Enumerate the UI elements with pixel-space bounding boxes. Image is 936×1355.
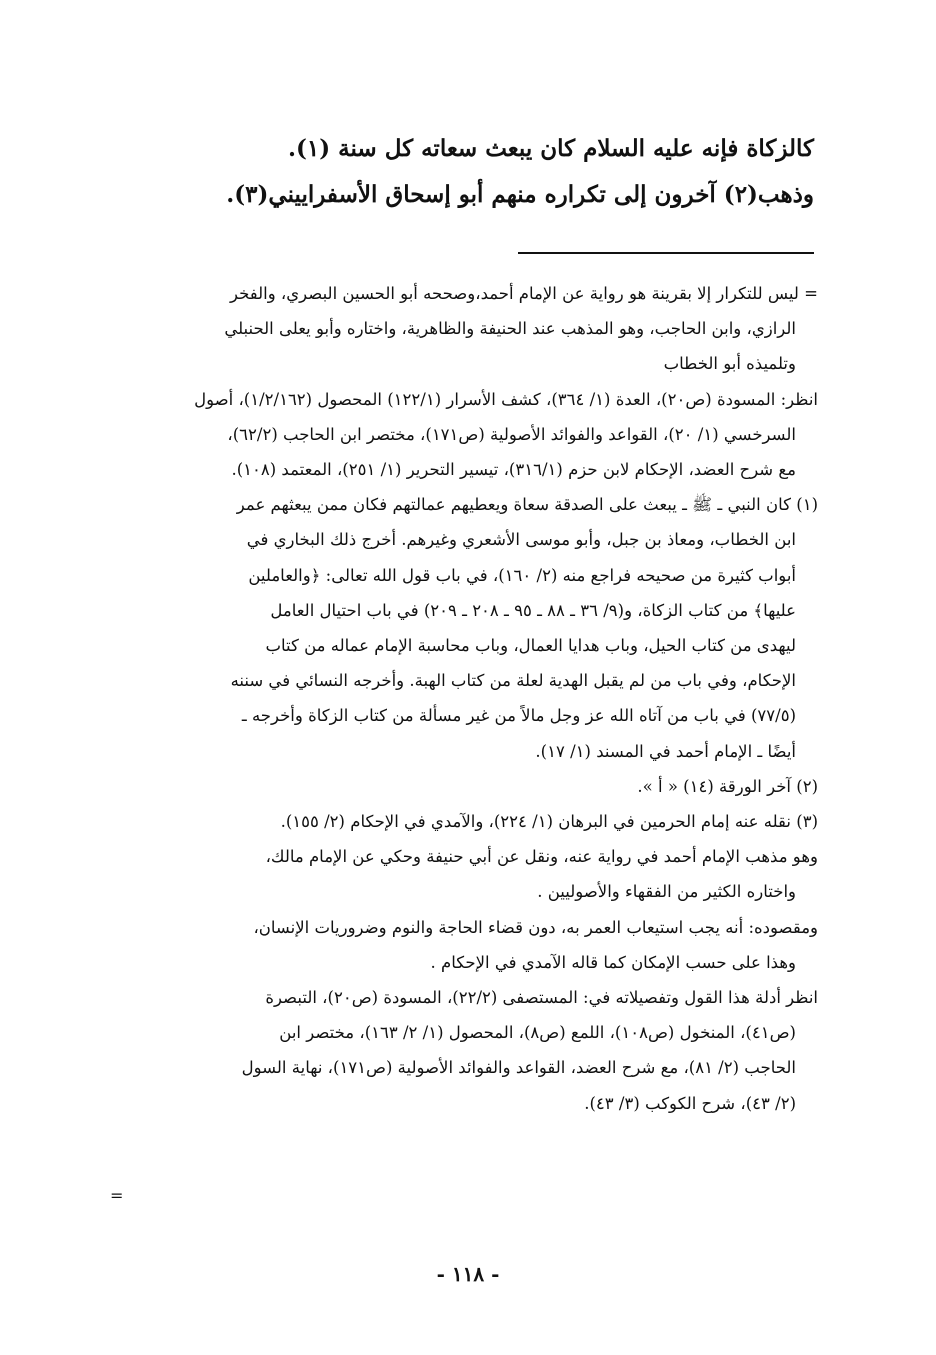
footnote-3-paragraph-a [73,839,818,909]
footnote-line: ليهدى من كتاب الحيل، وباب هدايا العمال، وباب محاسبة الإمام عماله من كتاب [265,636,796,656]
footnote-3 [73,804,818,839]
footnote-line: (١) كان النبي ـ ﷺ ـ يبعث على الصدقة سعاة ويعطيهم عمالتهم فكان ممن يبعثهم عمر [236,495,818,515]
footnote-line: (٢) آخر الورقة (١٤) « أ ». [637,776,818,796]
footnote-line: وهذا على حسب الإمكان كما قاله الآمدي في الإحكام . [430,952,796,972]
footnote-line: (٢/ ٤٣)، شرح الكوكب (٣/ ٤٣). [584,1093,796,1113]
footnote-3-paragraph-b [73,910,818,980]
footnote-line: وهو مذهب الإمام أحمد في رواية عنه، ونقل عن أبي حنيفة وحكي عن الإمام مالك، [265,847,818,867]
main-text [114,126,814,218]
footnote-line: انظر أدلة هذا القول وتفصيلاته في: المستصفى (٢٢/٢)، المسودة (ص٢٠)، التبصرة [265,988,818,1008]
footnotes [73,276,818,1121]
footnote-line: الرازي، وابن الحاجب، وهو المذهب عند الحنيفة والظاهرية، واختاره وأبو يعلى الحنبلي [224,319,796,339]
footnote-line: أبواب كثيرة من صحيحه فراجع منه (٢/ ١٦٠)، في باب قول الله تعالى: ﴿والعاملين [248,565,796,585]
footnote-continuation [73,276,818,382]
footnote-line: السرخسي (١/ ٢٠)، القواعد والفوائد الأصولية (ص١٧١)، مختصر ابن الحاجب (٦٢/٢)، [227,424,796,444]
continuation-mark: = [110,1186,124,1205]
footnote-line: ابن الخطاب، ومعاذ بن جبل، وأبو موسى الأشعري وغيرهم. أخرج ذلك البخاري في [246,530,796,550]
footnote-line: وتلميذه أبو الخطاب [663,354,796,374]
footnote-separator [518,252,814,254]
footnote-3-references [73,980,818,1121]
footnote-line: (ص٤١)، المنخول (ص١٠٨)، اللمع (ص٨)، المحصول (١/ ٢/ ١٦٣)، مختصر ابن [279,1023,796,1043]
footnote-line: مع شرح العضد، الإحكام لابن حزم (٣١٦/١)، تيسير التحرير (١/ ٢٥١)، المعتمد (١٠٨). [231,460,796,480]
footnote-line: الإحكام، وفي باب من لم يقبل الهدية لعلة من كتاب الهبة. وأخرجه النسائي في سننه [230,671,796,691]
footnote-line: الحاجب (٢/ ٨١)، مع شرح العضد، القواعد والفوائد الأصولية (ص١٧١)، نهاية السول [241,1058,796,1078]
footnote-line: ومقصوده: أنه يجب استيعاب العمر به، دون قضاء الحاجة والنوم وضروريات الإنسان، [253,917,818,937]
footnote-line: = ليس للتكرار إلا بقرينة هو رواية عن الإمام أحمد،وصححه أبو الحسين البصري، والفخر [230,284,818,303]
footnote-line: أيضًا ـ الإمام أحمد في المسند (١/ ١٧). [535,741,796,761]
footnote-line: انظر: المسودة (ص٢٠)، العدة (١/ ٣٦٤)، كشف الأسرار (١٢٢/١) المحصول (١/٢/١٦٢)، أصول [194,389,818,409]
footnote-2 [73,769,818,804]
footnote-line: (٣) نقله عنه إمام الحرمين في البرهان (١/ ٢٢٤)، والآمدي في الإحكام (٢/ ١٥٥). [280,812,818,832]
footnote-references [73,382,818,488]
footnote-line: واختاره الكثير من الفقهاء والأصوليين . [537,882,796,902]
footnote-1 [73,487,818,769]
page-number: - ١١٨ - [436,1262,500,1286]
footnote-line: (٧٧/٥) في باب من آتاه الله عز وجل مالاً من غير مسألة من كتاب الزكاة وأخرجه ـ [241,706,796,726]
footnote-line: عليها﴾ من كتاب الزكاة، و(٩/ ٣٦ ـ ٨٨ ـ ٩٥ ـ ٢٠٨ ـ ٢٠٩) في باب احتيال العامل [270,600,796,620]
main-text-line: وذهب(٢) آخرون إلى تكراره منهم أبو إسحاق الأسفراييني(٣). [226,181,814,208]
main-text-line: كالزكاة فإنه عليه السلام كان يبعث سعاته كل سنة (١). [288,135,814,162]
